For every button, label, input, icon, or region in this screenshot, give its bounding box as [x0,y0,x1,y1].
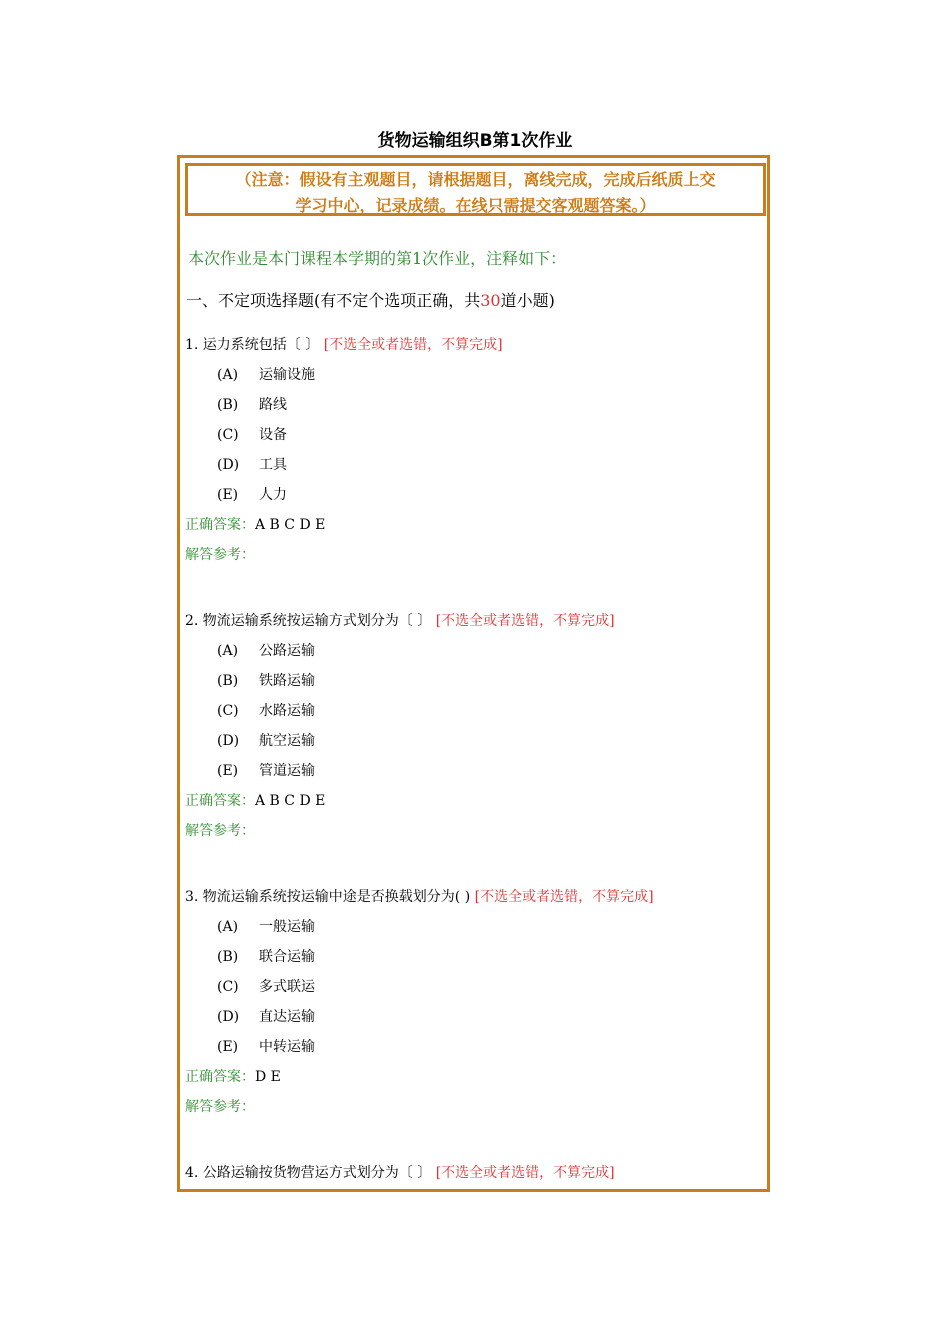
document-title: 货物运输组织B第1次作业 [377,131,573,151]
option-letter: (B) [217,949,239,965]
option-letter: (D) [217,457,240,473]
option-letter: (C) [217,703,239,719]
option-c[interactable] [185,696,615,726]
option-b[interactable] [185,390,503,420]
option-a[interactable] [185,636,615,666]
option-b[interactable] [185,666,615,696]
option-text: 一般运输 [259,919,315,935]
completion-note: [不选全或者选错，不算完成] [435,1165,615,1181]
option-text: 运输设施 [259,367,315,383]
option-letter: (E) [217,1039,239,1055]
answer-reference: 解答参考： [185,547,255,563]
correct-answer [185,1062,654,1092]
option-letter: (B) [217,397,239,413]
option-d[interactable] [185,1002,654,1032]
answer-value: D E [255,1069,281,1085]
option-letter: (A) [217,643,239,659]
question-2 [185,606,615,846]
question-text: 2. 物流运输系统按运输方式划分为〔 〕 [185,613,432,629]
question-stem [185,330,503,360]
completion-note: [不选全或者选错，不算完成] [474,889,654,905]
option-letter: (D) [217,733,240,749]
option-text: 路线 [259,397,287,413]
option-b[interactable] [185,942,654,972]
option-a[interactable] [185,360,503,390]
option-text: 人力 [259,487,287,503]
section-heading [186,288,555,311]
answer-reference: 解答参考： [185,1099,255,1115]
question-stem [185,606,615,636]
option-text: 设备 [259,427,287,443]
correct-answer [185,786,615,816]
answer-value: A B C D E [255,793,326,809]
option-text: 水路运输 [259,703,315,719]
option-c[interactable] [185,972,654,1002]
option-text: 工具 [259,457,287,473]
completion-note: [不选全或者选错，不算完成] [435,613,615,629]
question-1 [185,330,503,570]
question-stem [185,1158,615,1188]
option-d[interactable] [185,450,503,480]
option-text: 航空运输 [259,733,315,749]
option-text: 中转运输 [259,1039,315,1055]
option-letter: (E) [217,763,239,779]
question-text: 1. 运力系统包括〔 〕 [185,337,320,353]
option-d[interactable] [185,726,615,756]
option-c[interactable] [185,420,503,450]
option-text: 直达运输 [259,1009,315,1025]
answer-value: A B C D E [255,517,326,533]
option-text: 联合运输 [259,949,315,965]
notice-line-1: （注意：假设有主观题目，请根据题目，离线完成，完成后纸质上交 [235,170,716,189]
notice-line-2: 学习中心，记录成绩。在线只需提交客观题答案。） [295,196,656,215]
question-count: 30 [480,291,501,310]
option-letter: (A) [217,919,239,935]
option-letter: (A) [217,367,239,383]
question-3 [185,882,654,1122]
question-stem [185,882,654,912]
option-e[interactable] [185,480,503,510]
option-text: 多式联运 [259,979,315,995]
option-letter: (E) [217,487,239,503]
option-letter: (C) [217,427,239,443]
completion-note: [不选全或者选错，不算完成] [323,337,503,353]
option-text: 管道运输 [259,763,315,779]
correct-answer [185,510,503,540]
option-letter: (C) [217,979,239,995]
option-text: 铁路运输 [259,673,315,689]
intro-text: 本次作业是本门课程本学期的第1次作业，注释如下： [188,249,567,268]
option-e[interactable] [185,1032,654,1062]
section-suffix: 道小题) [500,291,555,310]
option-letter: (D) [217,1009,240,1025]
question-4 [185,1158,615,1188]
option-e[interactable] [185,756,615,786]
option-text: 公路运输 [259,643,315,659]
answer-reference: 解答参考： [185,823,255,839]
answer-label: 正确答案： [185,517,255,533]
question-text: 4. 公路运输按货物营运方式划分为〔 〕 [185,1165,432,1181]
question-text: 3. 物流运输系统按运输中途是否换载划分为( ) [185,889,471,905]
answer-label: 正确答案： [185,1069,255,1085]
option-letter: (B) [217,673,239,689]
notice-box [185,163,766,216]
section-prefix: 一、不定项选择题(有不定个选项正确，共 [186,291,481,310]
option-a[interactable] [185,912,654,942]
answer-label: 正确答案： [185,793,255,809]
